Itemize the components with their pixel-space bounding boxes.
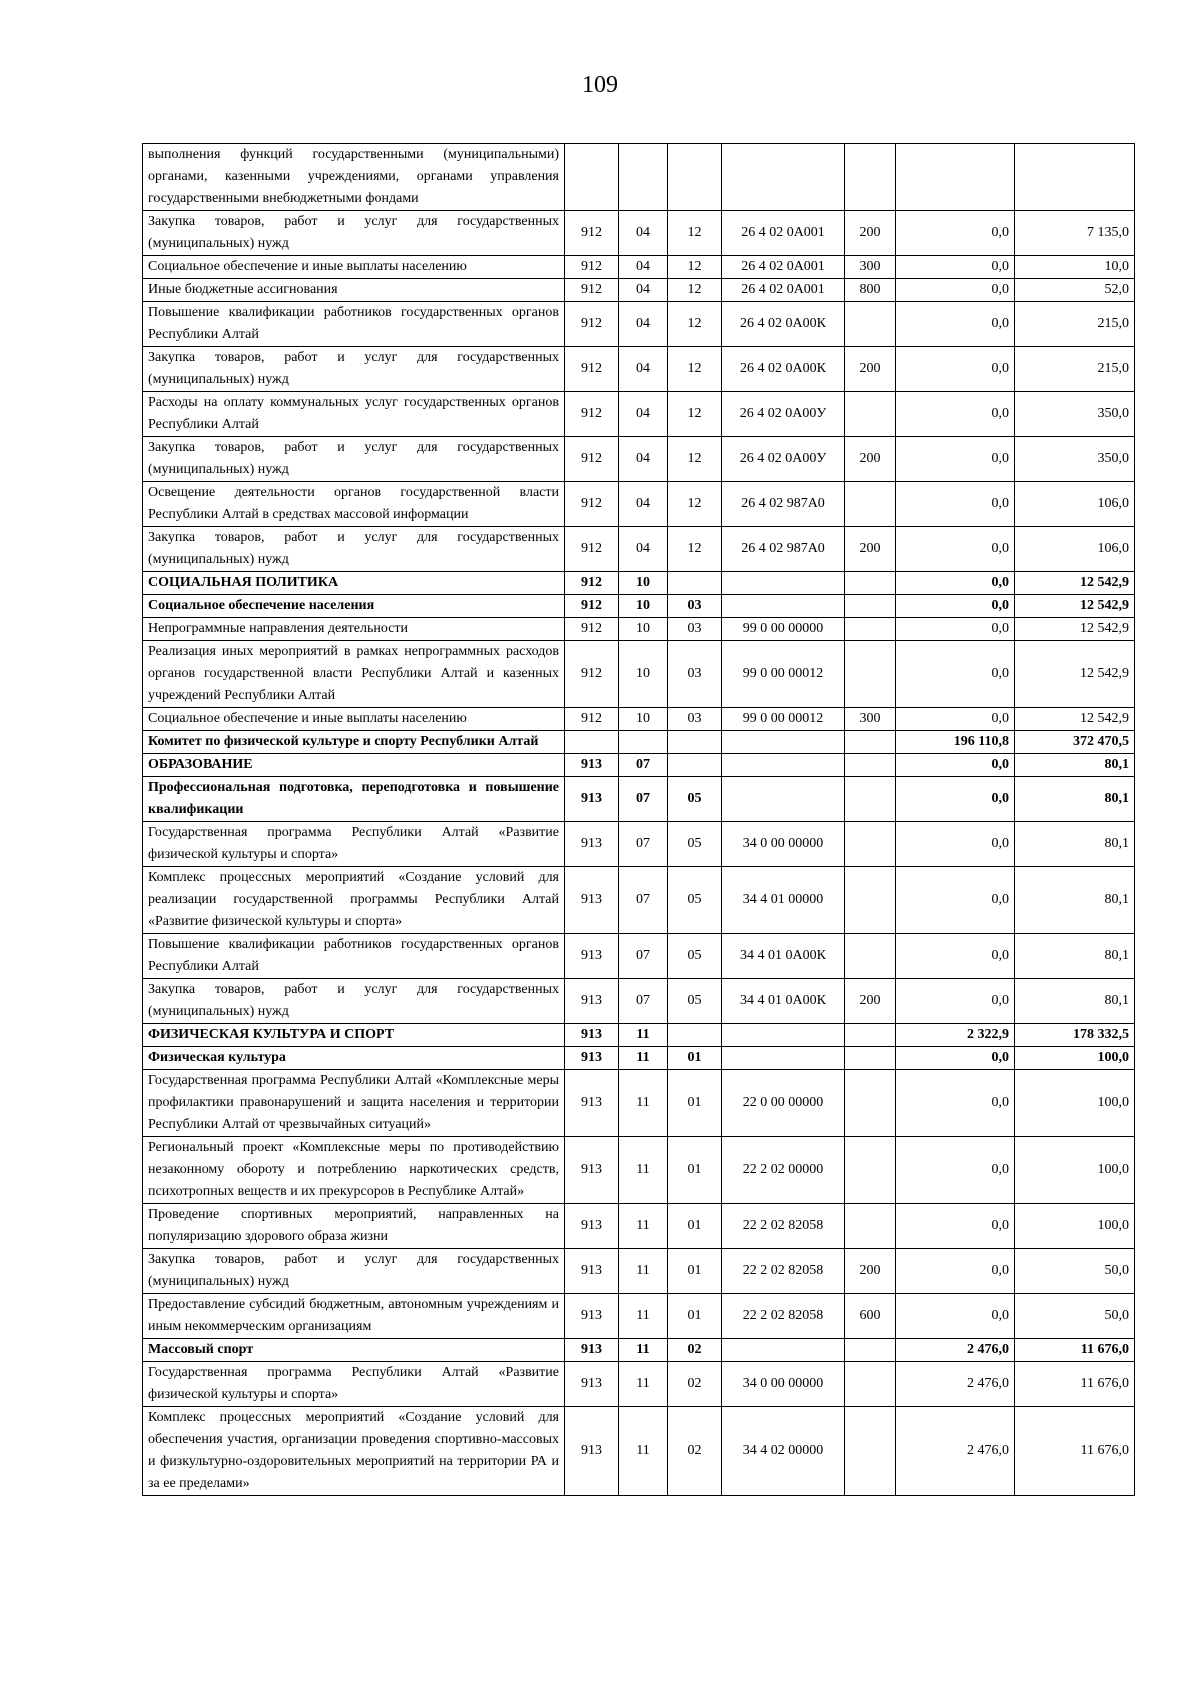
- target-article-cell: 26 4 02 0А00У: [722, 437, 845, 482]
- row-name-cell: Иные бюджетные ассигнования: [143, 279, 565, 302]
- expense-type-cell: [845, 934, 896, 979]
- expense-type-cell: 300: [845, 256, 896, 279]
- ministry-code-cell: 913: [565, 1294, 619, 1339]
- subsection-code-cell: 01: [668, 1047, 722, 1070]
- expense-type-cell: [845, 777, 896, 822]
- ministry-code-cell: 913: [565, 1249, 619, 1294]
- subsection-code-cell: [668, 754, 722, 777]
- target-article-cell: [722, 595, 845, 618]
- section-code-cell: 04: [619, 279, 668, 302]
- expense-type-cell: 300: [845, 708, 896, 731]
- row-name-cell: Закупка товаров, работ и услуг для государственных (муниципальных) нужд: [143, 347, 565, 392]
- ministry-code-cell: 913: [565, 1047, 619, 1070]
- expense-type-cell: [845, 1137, 896, 1204]
- row-name-cell: Закупка товаров, работ и услуг для государственных (муниципальных) нужд: [143, 437, 565, 482]
- row-name-cell: Повышение квалификации работников государственных органов Республики Алтай: [143, 302, 565, 347]
- section-code-cell: 10: [619, 618, 668, 641]
- amount-1-cell: 0,0: [896, 618, 1015, 641]
- amount-1-cell: 196 110,8: [896, 731, 1015, 754]
- expense-type-cell: [845, 144, 896, 211]
- expense-type-cell: [845, 1047, 896, 1070]
- amount-1-cell: 0,0: [896, 482, 1015, 527]
- amount-2-cell: 12 542,9: [1015, 572, 1135, 595]
- section-code-cell: [619, 144, 668, 211]
- table-row: [143, 1339, 1135, 1362]
- amount-1-cell: 2 322,9: [896, 1024, 1015, 1047]
- ministry-code-cell: 912: [565, 437, 619, 482]
- section-code-cell: 11: [619, 1204, 668, 1249]
- section-code-cell: 07: [619, 867, 668, 934]
- amount-1-cell: 0,0: [896, 211, 1015, 256]
- section-code-cell: 11: [619, 1294, 668, 1339]
- table-row: [143, 754, 1135, 777]
- target-article-cell: 22 0 00 00000: [722, 1070, 845, 1137]
- table-row: [143, 1249, 1135, 1294]
- amount-1-cell: 0,0: [896, 641, 1015, 708]
- amount-2-cell: 50,0: [1015, 1294, 1135, 1339]
- section-code-cell: 10: [619, 595, 668, 618]
- amount-1-cell: 0,0: [896, 708, 1015, 731]
- section-code-cell: 11: [619, 1407, 668, 1496]
- target-article-cell: [722, 572, 845, 595]
- row-name-cell: Социальное обеспечение населения: [143, 595, 565, 618]
- row-name-cell: Закупка товаров, работ и услуг для государственных (муниципальных) нужд: [143, 527, 565, 572]
- ministry-code-cell: [565, 144, 619, 211]
- table-row: [143, 979, 1135, 1024]
- target-article-cell: 26 4 02 987А0: [722, 482, 845, 527]
- amount-1-cell: 0,0: [896, 527, 1015, 572]
- target-article-cell: 22 2 02 00000: [722, 1137, 845, 1204]
- row-name-cell: Государственная программа Республики Алтай «Развитие физической культуры и спорта»: [143, 1362, 565, 1407]
- target-article-cell: 34 4 02 00000: [722, 1407, 845, 1496]
- subsection-code-cell: [668, 731, 722, 754]
- expense-type-cell: [845, 1070, 896, 1137]
- target-article-cell: 26 4 02 0А00К: [722, 347, 845, 392]
- target-article-cell: 26 4 02 0А001: [722, 256, 845, 279]
- subsection-code-cell: 12: [668, 211, 722, 256]
- amount-1-cell: 0,0: [896, 302, 1015, 347]
- amount-2-cell: 80,1: [1015, 867, 1135, 934]
- expense-type-cell: 800: [845, 279, 896, 302]
- table-body: [143, 144, 1135, 1496]
- section-code-cell: 11: [619, 1362, 668, 1407]
- amount-2-cell: 350,0: [1015, 392, 1135, 437]
- ministry-code-cell: 912: [565, 392, 619, 437]
- expense-type-cell: [845, 302, 896, 347]
- section-code-cell: 04: [619, 302, 668, 347]
- section-code-cell: 04: [619, 437, 668, 482]
- amount-1-cell: 2 476,0: [896, 1339, 1015, 1362]
- expense-type-cell: [845, 392, 896, 437]
- target-article-cell: 34 4 01 00000: [722, 867, 845, 934]
- table-row: [143, 934, 1135, 979]
- ministry-code-cell: [565, 731, 619, 754]
- section-code-cell: 07: [619, 934, 668, 979]
- target-article-cell: 34 0 00 00000: [722, 822, 845, 867]
- table-row: [143, 256, 1135, 279]
- table-row: [143, 822, 1135, 867]
- subsection-code-cell: 01: [668, 1070, 722, 1137]
- table-row: [143, 437, 1135, 482]
- subsection-code-cell: 12: [668, 392, 722, 437]
- expense-type-cell: [845, 595, 896, 618]
- table-row: [143, 482, 1135, 527]
- row-name-cell: Социальное обеспечение и иные выплаты населению: [143, 256, 565, 279]
- ministry-code-cell: 913: [565, 822, 619, 867]
- table-row: [143, 1362, 1135, 1407]
- subsection-code-cell: 05: [668, 822, 722, 867]
- target-article-cell: 22 2 02 82058: [722, 1294, 845, 1339]
- expense-type-cell: [845, 572, 896, 595]
- subsection-code-cell: 05: [668, 867, 722, 934]
- amount-1-cell: 0,0: [896, 1070, 1015, 1137]
- subsection-code-cell: 02: [668, 1339, 722, 1362]
- amount-2-cell: 80,1: [1015, 934, 1135, 979]
- target-article-cell: 26 4 02 0А00У: [722, 392, 845, 437]
- ministry-code-cell: 913: [565, 867, 619, 934]
- ministry-code-cell: 912: [565, 708, 619, 731]
- row-name-cell: Проведение спортивных мероприятий, направленных на популяризацию здорового образа жизни: [143, 1204, 565, 1249]
- row-name-cell: Профессиональная подготовка, переподготовка и повышение квалификации: [143, 777, 565, 822]
- amount-1-cell: 2 476,0: [896, 1362, 1015, 1407]
- amount-1-cell: 0,0: [896, 1294, 1015, 1339]
- row-name-cell: ФИЗИЧЕСКАЯ КУЛЬТУРА И СПОРТ: [143, 1024, 565, 1047]
- row-name-cell: СОЦИАЛЬНАЯ ПОЛИТИКА: [143, 572, 565, 595]
- amount-2-cell: 100,0: [1015, 1204, 1135, 1249]
- ministry-code-cell: 912: [565, 279, 619, 302]
- target-article-cell: [722, 144, 845, 211]
- amount-2-cell: 12 542,9: [1015, 618, 1135, 641]
- table-row: [143, 1024, 1135, 1047]
- section-code-cell: 07: [619, 754, 668, 777]
- amount-2-cell: 100,0: [1015, 1047, 1135, 1070]
- amount-2-cell: 12 542,9: [1015, 595, 1135, 618]
- expense-type-cell: [845, 618, 896, 641]
- expense-type-cell: 200: [845, 437, 896, 482]
- subsection-code-cell: 12: [668, 482, 722, 527]
- ministry-code-cell: 912: [565, 618, 619, 641]
- amount-2-cell: 50,0: [1015, 1249, 1135, 1294]
- table-row: [143, 1137, 1135, 1204]
- amount-2-cell: 12 542,9: [1015, 708, 1135, 731]
- subsection-code-cell: 12: [668, 347, 722, 392]
- section-code-cell: 11: [619, 1339, 668, 1362]
- table-row: [143, 1407, 1135, 1496]
- amount-2-cell: 10,0: [1015, 256, 1135, 279]
- amount-2-cell: 215,0: [1015, 347, 1135, 392]
- row-name-cell: Закупка товаров, работ и услуг для государственных (муниципальных) нужд: [143, 211, 565, 256]
- expense-type-cell: [845, 1024, 896, 1047]
- subsection-code-cell: 05: [668, 979, 722, 1024]
- row-name-cell: Социальное обеспечение и иные выплаты населению: [143, 708, 565, 731]
- subsection-code-cell: 03: [668, 618, 722, 641]
- row-name-cell: Государственная программа Республики Алтай «Развитие физической культуры и спорта»: [143, 822, 565, 867]
- table-row: [143, 144, 1135, 211]
- amount-1-cell: 0,0: [896, 572, 1015, 595]
- section-code-cell: [619, 731, 668, 754]
- amount-1-cell: 0,0: [896, 867, 1015, 934]
- subsection-code-cell: 02: [668, 1407, 722, 1496]
- amount-1-cell: 0,0: [896, 347, 1015, 392]
- expense-type-cell: 200: [845, 979, 896, 1024]
- subsection-code-cell: 12: [668, 527, 722, 572]
- amount-1-cell: 0,0: [896, 1137, 1015, 1204]
- target-article-cell: 22 2 02 82058: [722, 1249, 845, 1294]
- table-row: [143, 279, 1135, 302]
- amount-2-cell: 372 470,5: [1015, 731, 1135, 754]
- amount-2-cell: [1015, 144, 1135, 211]
- row-name-cell: Комплекс процессных мероприятий «Создание условий для обеспечения участия, организации проведения спортивно-массовых и физкультурно-оздоровительных мероприятий на территории РА и за ее пределами»: [143, 1407, 565, 1496]
- ministry-code-cell: 913: [565, 1204, 619, 1249]
- ministry-code-cell: 913: [565, 934, 619, 979]
- ministry-code-cell: 912: [565, 572, 619, 595]
- section-code-cell: 07: [619, 822, 668, 867]
- row-name-cell: Расходы на оплату коммунальных услуг государственных органов Республики Алтай: [143, 392, 565, 437]
- ministry-code-cell: 913: [565, 777, 619, 822]
- ministry-code-cell: 913: [565, 979, 619, 1024]
- amount-1-cell: 0,0: [896, 979, 1015, 1024]
- table-row: [143, 618, 1135, 641]
- expense-type-cell: [845, 1362, 896, 1407]
- amount-2-cell: 106,0: [1015, 482, 1135, 527]
- amount-2-cell: 80,1: [1015, 979, 1135, 1024]
- table-row: [143, 392, 1135, 437]
- amount-1-cell: 0,0: [896, 777, 1015, 822]
- expense-type-cell: 200: [845, 347, 896, 392]
- amount-1-cell: 2 476,0: [896, 1407, 1015, 1496]
- expense-type-cell: [845, 822, 896, 867]
- amount-2-cell: 11 676,0: [1015, 1407, 1135, 1496]
- target-article-cell: 22 2 02 82058: [722, 1204, 845, 1249]
- amount-2-cell: 11 676,0: [1015, 1362, 1135, 1407]
- target-article-cell: 26 4 02 0А00К: [722, 302, 845, 347]
- ministry-code-cell: 912: [565, 595, 619, 618]
- section-code-cell: 10: [619, 641, 668, 708]
- page-number: 109: [582, 72, 618, 98]
- subsection-code-cell: 12: [668, 302, 722, 347]
- expense-type-cell: [845, 1339, 896, 1362]
- table-row: [143, 867, 1135, 934]
- amount-2-cell: 52,0: [1015, 279, 1135, 302]
- table-row: [143, 1294, 1135, 1339]
- subsection-code-cell: 01: [668, 1294, 722, 1339]
- amount-1-cell: 0,0: [896, 1204, 1015, 1249]
- expense-type-cell: 200: [845, 211, 896, 256]
- amount-2-cell: 80,1: [1015, 754, 1135, 777]
- row-name-cell: Закупка товаров, работ и услуг для государственных (муниципальных) нужд: [143, 979, 565, 1024]
- target-article-cell: [722, 754, 845, 777]
- expense-type-cell: 600: [845, 1294, 896, 1339]
- subsection-code-cell: 12: [668, 279, 722, 302]
- ministry-code-cell: 913: [565, 1362, 619, 1407]
- target-article-cell: [722, 1047, 845, 1070]
- subsection-code-cell: 05: [668, 934, 722, 979]
- amount-1-cell: [896, 144, 1015, 211]
- target-article-cell: [722, 1024, 845, 1047]
- table-row: [143, 211, 1135, 256]
- target-article-cell: [722, 731, 845, 754]
- amount-2-cell: 100,0: [1015, 1137, 1135, 1204]
- target-article-cell: 99 0 00 00000: [722, 618, 845, 641]
- subsection-code-cell: 01: [668, 1204, 722, 1249]
- ministry-code-cell: 913: [565, 1339, 619, 1362]
- section-code-cell: 11: [619, 1249, 668, 1294]
- section-code-cell: 11: [619, 1137, 668, 1204]
- section-code-cell: 11: [619, 1070, 668, 1137]
- subsection-code-cell: 03: [668, 595, 722, 618]
- expense-type-cell: 200: [845, 1249, 896, 1294]
- expense-type-cell: [845, 731, 896, 754]
- amount-2-cell: 12 542,9: [1015, 641, 1135, 708]
- amount-1-cell: 0,0: [896, 822, 1015, 867]
- amount-2-cell: 215,0: [1015, 302, 1135, 347]
- table-row: [143, 641, 1135, 708]
- section-code-cell: 04: [619, 392, 668, 437]
- row-name-cell: Региональный проект «Комплексные меры по противодействию незаконному обороту и потреблению наркотических средств, психотропных веществ и их прекурсоров в Республике Алтай»: [143, 1137, 565, 1204]
- ministry-code-cell: 912: [565, 527, 619, 572]
- ministry-code-cell: 912: [565, 347, 619, 392]
- subsection-code-cell: 12: [668, 437, 722, 482]
- target-article-cell: 26 4 02 0А001: [722, 211, 845, 256]
- row-name-cell: Повышение квалификации работников государственных органов Республики Алтай: [143, 934, 565, 979]
- budget-table: [142, 143, 1135, 1496]
- row-name-cell: выполнения функций государственными (муниципальными) органами, казенными учреждениями, органами управления государственными внебюджетными фондами: [143, 144, 565, 211]
- target-article-cell: 26 4 02 0А001: [722, 279, 845, 302]
- expense-type-cell: [845, 482, 896, 527]
- amount-2-cell: 7 135,0: [1015, 211, 1135, 256]
- subsection-code-cell: 01: [668, 1249, 722, 1294]
- section-code-cell: 10: [619, 572, 668, 595]
- subsection-code-cell: [668, 144, 722, 211]
- table-row: [143, 731, 1135, 754]
- amount-2-cell: 100,0: [1015, 1070, 1135, 1137]
- amount-1-cell: 0,0: [896, 437, 1015, 482]
- expense-type-cell: [845, 1204, 896, 1249]
- amount-1-cell: 0,0: [896, 754, 1015, 777]
- row-name-cell: Закупка товаров, работ и услуг для государственных (муниципальных) нужд: [143, 1249, 565, 1294]
- section-code-cell: 07: [619, 979, 668, 1024]
- row-name-cell: Предоставление субсидий бюджетным, автономным учреждениям и иным некоммерческим организациям: [143, 1294, 565, 1339]
- target-article-cell: 34 4 01 0А00К: [722, 979, 845, 1024]
- row-name-cell: Реализация иных мероприятий в рамках непрограммных расходов органов государственной власти Республики Алтай и казенных учреждений Республики Алтай: [143, 641, 565, 708]
- subsection-code-cell: [668, 1024, 722, 1047]
- expense-type-cell: [845, 641, 896, 708]
- table-row: [143, 1047, 1135, 1070]
- section-code-cell: 10: [619, 708, 668, 731]
- section-code-cell: 11: [619, 1024, 668, 1047]
- amount-1-cell: 0,0: [896, 934, 1015, 979]
- section-code-cell: 04: [619, 256, 668, 279]
- target-article-cell: 99 0 00 00012: [722, 708, 845, 731]
- expense-type-cell: [845, 867, 896, 934]
- section-code-cell: 04: [619, 527, 668, 572]
- table-row: [143, 777, 1135, 822]
- expense-type-cell: 200: [845, 527, 896, 572]
- amount-2-cell: 80,1: [1015, 777, 1135, 822]
- subsection-code-cell: [668, 572, 722, 595]
- ministry-code-cell: 912: [565, 641, 619, 708]
- table-row: [143, 302, 1135, 347]
- row-name-cell: Освещение деятельности органов государственной власти Республики Алтай в средствах массовой информации: [143, 482, 565, 527]
- amount-1-cell: 0,0: [896, 595, 1015, 618]
- section-code-cell: 07: [619, 777, 668, 822]
- ministry-code-cell: 913: [565, 1070, 619, 1137]
- amount-1-cell: 0,0: [896, 1249, 1015, 1294]
- expense-type-cell: [845, 1407, 896, 1496]
- amount-1-cell: 0,0: [896, 279, 1015, 302]
- amount-1-cell: 0,0: [896, 256, 1015, 279]
- subsection-code-cell: 01: [668, 1137, 722, 1204]
- ministry-code-cell: 913: [565, 1407, 619, 1496]
- ministry-code-cell: 912: [565, 211, 619, 256]
- table-row: [143, 572, 1135, 595]
- row-name-cell: Массовый спорт: [143, 1339, 565, 1362]
- ministry-code-cell: 913: [565, 754, 619, 777]
- row-name-cell: Комитет по физической культуре и спорту Республики Алтай: [143, 731, 565, 754]
- target-article-cell: [722, 1339, 845, 1362]
- ministry-code-cell: 912: [565, 482, 619, 527]
- subsection-code-cell: 03: [668, 641, 722, 708]
- table-row: [143, 347, 1135, 392]
- subsection-code-cell: 03: [668, 708, 722, 731]
- table-row: [143, 1070, 1135, 1137]
- amount-2-cell: 80,1: [1015, 822, 1135, 867]
- row-name-cell: Комплекс процессных мероприятий «Создание условий для реализации государственной программы Республики Алтай «Развитие физической культуры и спорта»: [143, 867, 565, 934]
- subsection-code-cell: 02: [668, 1362, 722, 1407]
- amount-1-cell: 0,0: [896, 392, 1015, 437]
- row-name-cell: Физическая культура: [143, 1047, 565, 1070]
- section-code-cell: 11: [619, 1047, 668, 1070]
- section-code-cell: 04: [619, 211, 668, 256]
- target-article-cell: 99 0 00 00012: [722, 641, 845, 708]
- target-article-cell: 34 0 00 00000: [722, 1362, 845, 1407]
- amount-2-cell: 178 332,5: [1015, 1024, 1135, 1047]
- target-article-cell: 26 4 02 987А0: [722, 527, 845, 572]
- ministry-code-cell: 912: [565, 302, 619, 347]
- ministry-code-cell: 913: [565, 1024, 619, 1047]
- target-article-cell: [722, 777, 845, 822]
- amount-2-cell: 11 676,0: [1015, 1339, 1135, 1362]
- section-code-cell: 04: [619, 482, 668, 527]
- amount-2-cell: 106,0: [1015, 527, 1135, 572]
- row-name-cell: Государственная программа Республики Алтай «Комплексные меры профилактики правонарушений и защита населения и территории Республики Алтай от чрезвычайных ситуаций»: [143, 1070, 565, 1137]
- ministry-code-cell: 913: [565, 1137, 619, 1204]
- section-code-cell: 04: [619, 347, 668, 392]
- target-article-cell: 34 4 01 0А00К: [722, 934, 845, 979]
- expense-type-cell: [845, 754, 896, 777]
- table-row: [143, 1204, 1135, 1249]
- subsection-code-cell: 05: [668, 777, 722, 822]
- amount-2-cell: 350,0: [1015, 437, 1135, 482]
- row-name-cell: Непрограммные направления деятельности: [143, 618, 565, 641]
- subsection-code-cell: 12: [668, 256, 722, 279]
- table-row: [143, 595, 1135, 618]
- table-row: [143, 527, 1135, 572]
- table-row: [143, 708, 1135, 731]
- ministry-code-cell: 912: [565, 256, 619, 279]
- row-name-cell: ОБРАЗОВАНИЕ: [143, 754, 565, 777]
- amount-1-cell: 0,0: [896, 1047, 1015, 1070]
